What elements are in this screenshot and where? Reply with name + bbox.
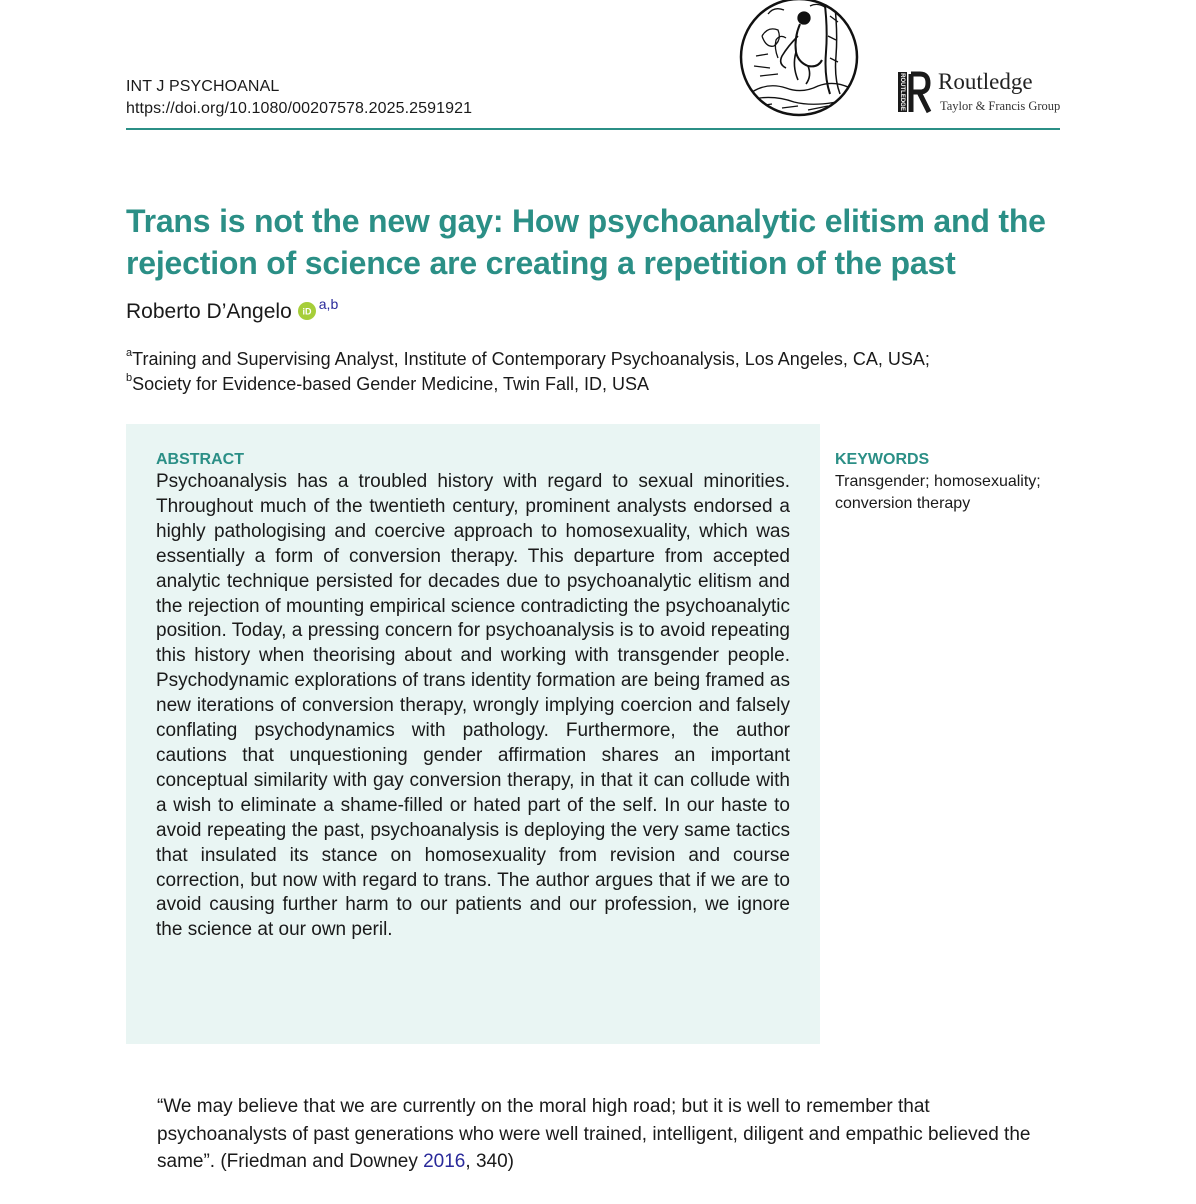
affiliation-text: Training and Supervising Analyst, Institute of Contemporary Psychoanalysis, Los Angeles, CA, USA; (132, 349, 930, 369)
publisher-logo[interactable] (896, 68, 1066, 118)
journal-abbreviation: INT J PSYCHOANAL (126, 78, 280, 95)
abstract-heading: ABSTRACT (156, 451, 244, 468)
publisher-group: Taylor & Francis Group (940, 99, 1061, 113)
journal-doi-link[interactable]: https://doi.org/10.1080/00207578.2025.2591921 (126, 100, 473, 117)
affiliation-a (126, 349, 930, 370)
epigraph-suffix: , 340) (465, 1151, 514, 1172)
journal-emblem-illustration (738, 0, 860, 118)
author-line (126, 296, 339, 324)
affiliation-b (126, 374, 649, 395)
orcid-icon[interactable] (298, 302, 316, 320)
publisher-mark-text: ROUTLEDGE (898, 73, 905, 111)
affiliation-mark: b (126, 372, 133, 384)
svg-text:iD: iD (302, 306, 312, 317)
citation-year-link[interactable]: 2016 (423, 1151, 466, 1172)
publisher-name: Routledge (938, 69, 1033, 94)
epigraph-text: “We may believe that we are currently on the moral high road; but it is well to remember that psychoanalysts of past generations who were well trained, intelligent, diligent and empathic believed the same”. (Friedman and Downey (157, 1096, 1031, 1172)
header-divider (126, 128, 1060, 130)
author-affiliation-marks[interactable]: a,b (318, 296, 339, 312)
keywords-list: Transgender; homosexuality; conversion therapy (835, 473, 1041, 512)
epigraph-quote (157, 1093, 1057, 1176)
routledge-mark-icon (896, 68, 936, 116)
affiliation-mark: a (126, 347, 133, 359)
abstract-body: Psychoanalysis has a troubled history with regard to sexual minorities. Throughout much of the twentieth century, prominent analysts endorsed a highly pathologising and coercive approach to homosexuality, which was essentially a form of conversion therapy. This departure from accepted analytic technique persisted for decades due to psychoanalytic elitism and the rejection of mounting empirical science contradicting the psychoanalytic position. Today, a pressing concern for psychoanalysis is to avoid repeating this history when theorising about and working with transgender people. Psychodynamic explorations of trans identity formation are being framed as new iterations of conversion therapy, wrongly implying coercion and falsely conflating psychodynamics with pathology. Furthermore, the author cautions that unquestioning gender affirmation shares an important conceptual similarity with gay conversion therapy, in that it can collude with a wish to eliminate a shame-filled or hated part of the self. In our haste to avoid repeating the past, psychoanalysis is deploying the very same tactics that insulated its stance on homosexuality from revision and course correction, but now with regard to trans. The author argues that if we are to avoid causing further harm to our patients and our profession, we ignore the science at our own peril. (156, 471, 790, 941)
article-title: Trans is not the new gay: How psychoanalytic elitism and the rejection of science are creating a repetition of the past (126, 203, 1046, 281)
author-name[interactable]: Roberto D’Angelo (126, 300, 292, 323)
affiliation-text: Society for Evidence-based Gender Medicine, Twin Fall, ID, USA (132, 374, 650, 394)
keywords-heading: KEYWORDS (835, 451, 930, 468)
